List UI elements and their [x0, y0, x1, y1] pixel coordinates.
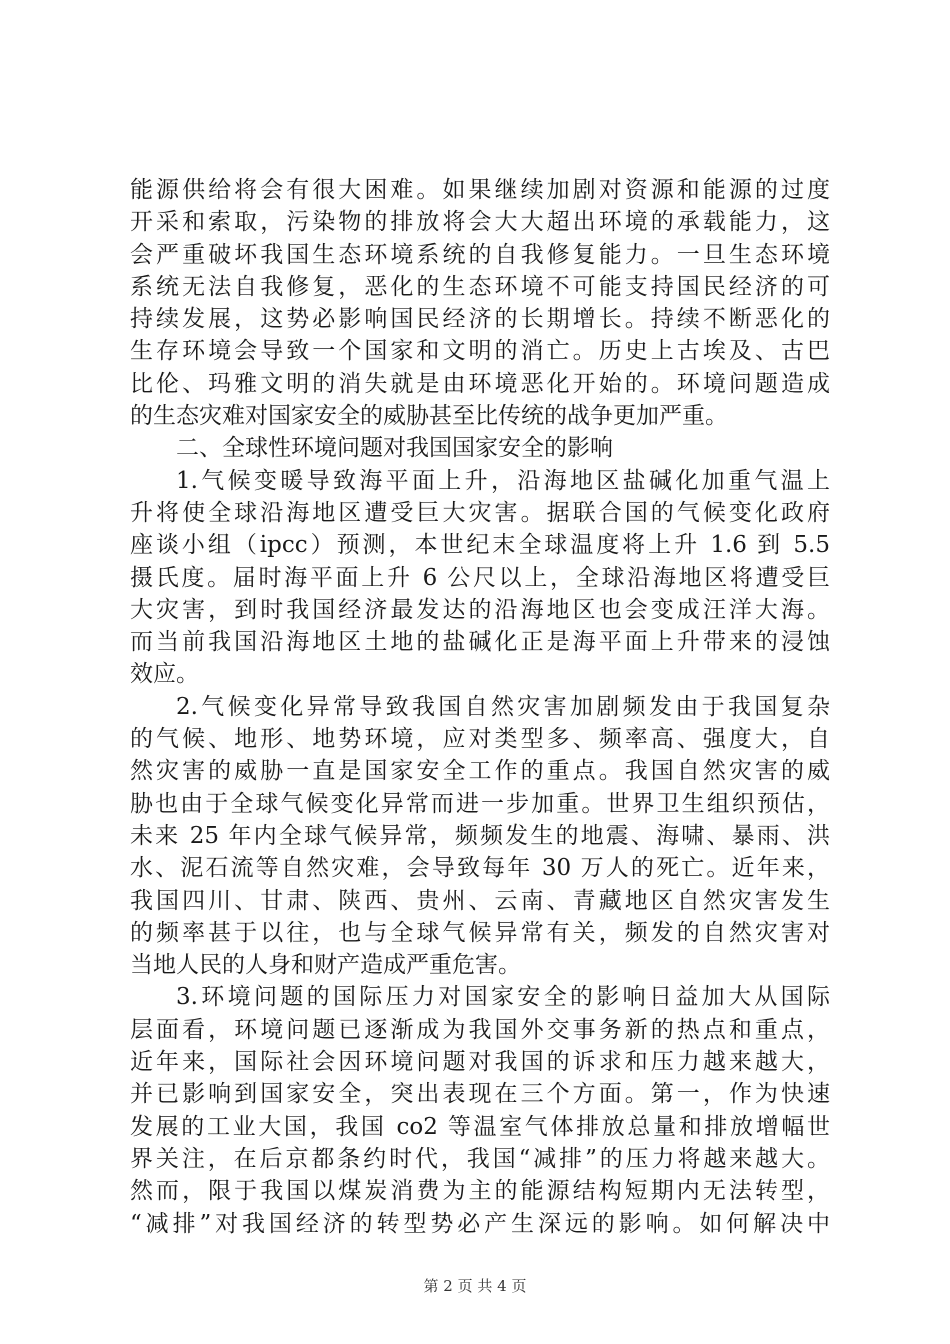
text-line: 效应。: [130, 661, 199, 688]
text-line: 会严重破坏我国生态环境系统的自我修复能力。一旦生态环境: [130, 241, 830, 268]
text-line: 未来 25 年内全球气候异常，频频发生的地震、海啸、暴雨、洪: [130, 822, 830, 849]
text-line: 的频率甚于以往，也与全球气候异常有关，频发的自然灾害对: [130, 919, 830, 946]
text-line: 1.气候变暖导致海平面上升，沿海地区盐碱化加重气温上: [176, 467, 830, 494]
text-line: 升将使全球沿海地区遭受巨大灾害。据联合国的气候变化政府: [130, 499, 830, 526]
document-body: [130, 174, 830, 1240]
text-line: 3.环境问题的国际压力对国家安全的影响日益加大从国际: [176, 984, 830, 1011]
text-line: 胁也由于全球气候变化异常而进一步加重。世界卫生组织预估，: [130, 790, 830, 817]
text-line: 的气候、地形、地势环境，应对类型多、频率高、强度大，自: [130, 726, 830, 753]
text-line: 持续发展，这势必影响国民经济的长期增长。持续不断恶化的: [130, 306, 830, 333]
text-line: 界关注，在后京都条约时代，我国“减排”的压力将越来越大。: [130, 1145, 830, 1172]
text-line: 摄氏度。届时海平面上升 6 公尺以上，全球沿海地区将遭受巨: [130, 564, 830, 591]
text-line: 层面看，环境问题已逐渐成为我国外交事务新的热点和重点，: [130, 1016, 830, 1043]
text-line: 然而，限于我国以煤炭消费为主的能源结构短期内无法转型，: [130, 1178, 830, 1205]
text-line: 能源供给将会有很大困难。如果继续加剧对资源和能源的过度: [130, 177, 830, 203]
text-line: 2.气候变化异常导致我国自然灾害加剧频发由于我国复杂: [176, 693, 830, 720]
text-line: 开采和索取，污染物的排放将会大大超出环境的承载能力，这: [130, 209, 830, 236]
text-line: 大灾害，到时我国经济最发达的沿海地区也会变成汪洋大海。: [130, 596, 830, 623]
text-line: 然灾害的威胁一直是国家安全工作的重点。我国自然灾害的威: [130, 758, 830, 785]
text-line: 水、泥石流等自然灾难，会导致每年 30 万人的死亡。近年来，: [130, 855, 830, 882]
text-line: 二、全球性环境问题对我国国家安全的影响: [176, 435, 613, 462]
text-line: 而当前我国沿海地区土地的盐碱化正是海平面上升带来的浸蚀: [130, 629, 830, 656]
text-line: 发展的工业大国，我国 co2 等温室气体排放总量和排放增幅世: [130, 1113, 830, 1140]
text-line: 系统无法自我修复，恶化的生态环境不可能支持国民经济的可: [130, 273, 830, 300]
text-line: 座谈小组（ipcc）预测，本世纪末全球温度将上升 1.6 到 5.5: [130, 532, 830, 559]
text-line: 比伦、玛雅文明的消失就是由环境恶化开始的。环境问题造成: [130, 370, 830, 397]
text-line: 生存环境会导致一个国家和文明的消亡。历史上古埃及、古巴: [130, 338, 830, 365]
page-footer: 第 2 页 共 4 页: [423, 1277, 527, 1295]
text-line: 当地人民的人身和财产造成严重危害。: [130, 952, 521, 979]
text-line: 的生态灾难对国家安全的威胁甚至比传统的战争更加严重。: [130, 403, 728, 430]
text-line: 近年来，国际社会因环境问题对我国的诉求和压力越来越大，: [130, 1049, 830, 1076]
text-line: 我国四川、甘肃、陕西、贵州、云南、青藏地区自然灾害发生: [130, 887, 830, 914]
text-line: “减排”对我国经济的转型势必产生深远的影响。如何解决中: [130, 1210, 830, 1237]
text-line: 并已影响到国家安全，突出表现在三个方面。第一，作为快速: [130, 1081, 830, 1108]
